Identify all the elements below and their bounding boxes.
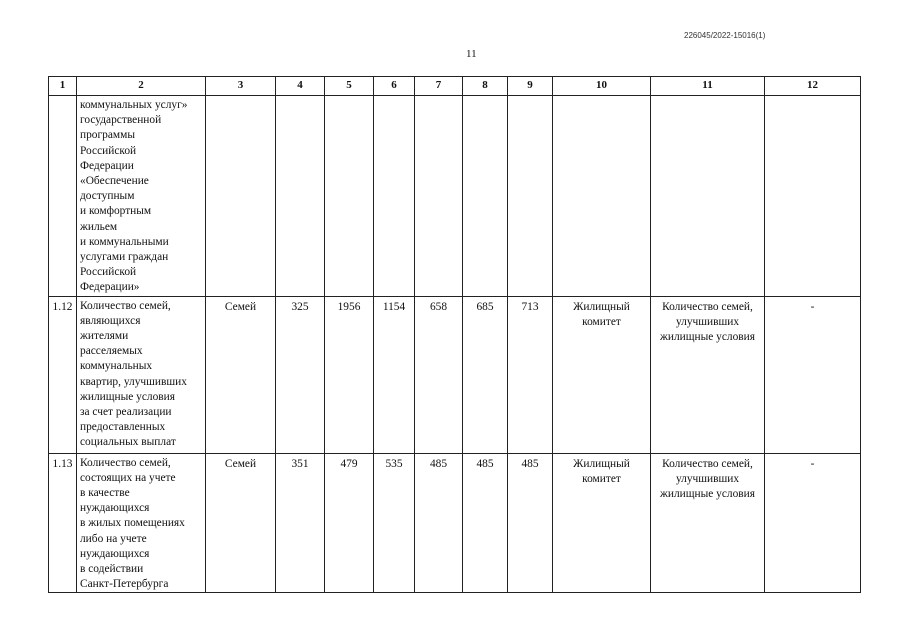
text-line: в жилых помещениях bbox=[80, 517, 185, 530]
column-header: 10 bbox=[553, 77, 651, 96]
table-header-row bbox=[49, 77, 861, 96]
text-line: коммунальных bbox=[80, 360, 153, 373]
text-line: в качестве bbox=[80, 487, 130, 500]
value-cell: 1956 bbox=[325, 296, 374, 453]
cell bbox=[415, 96, 463, 297]
text-line: либо на учете bbox=[80, 532, 147, 545]
value-cell: 535 bbox=[374, 453, 415, 593]
value-cell: 485 bbox=[415, 453, 463, 593]
text-line: предоставленных bbox=[80, 421, 166, 434]
text-line: квартир, улучшивших bbox=[80, 375, 187, 388]
value-cell: 485 bbox=[508, 453, 553, 593]
column-header: 6 bbox=[374, 77, 415, 96]
executor-cell bbox=[553, 296, 651, 453]
page-number: 11 bbox=[466, 48, 477, 60]
cell bbox=[276, 96, 325, 297]
value-cell: 685 bbox=[463, 296, 508, 453]
note-cell: - bbox=[765, 453, 861, 593]
text-line: Жилищный bbox=[573, 300, 630, 313]
text-line: Количество семей, bbox=[80, 299, 171, 312]
value-cell: 713 bbox=[508, 296, 553, 453]
text-line: и коммунальными bbox=[80, 235, 169, 248]
text-line: за счет реализации bbox=[80, 406, 172, 419]
cell bbox=[374, 96, 415, 297]
text-line: Количество семей, bbox=[662, 300, 753, 313]
value-cell: 485 bbox=[463, 453, 508, 593]
cell bbox=[325, 96, 374, 297]
column-header: 4 bbox=[276, 77, 325, 96]
indicator-name-cell bbox=[77, 453, 206, 593]
text-line: коммунальных услуг» bbox=[80, 99, 188, 111]
row-code: 1.13 bbox=[49, 453, 77, 593]
text-line: доступным bbox=[80, 190, 135, 203]
text-line: Российской bbox=[80, 266, 137, 279]
text-line: комитет bbox=[582, 315, 621, 328]
executor-cell bbox=[553, 453, 651, 593]
cell bbox=[651, 96, 765, 297]
cell bbox=[49, 96, 77, 297]
column-header: 8 bbox=[463, 77, 508, 96]
cell bbox=[463, 96, 508, 297]
document-number: 226045/2022-15016(1) bbox=[684, 31, 766, 40]
value-cell: 658 bbox=[415, 296, 463, 453]
value-cell: 325 bbox=[276, 296, 325, 453]
unit-cell: Семей bbox=[206, 296, 276, 453]
column-header: 12 bbox=[765, 77, 861, 96]
column-header: 1 bbox=[49, 77, 77, 96]
text-line: улучшивших bbox=[675, 315, 740, 328]
text-line: программы bbox=[80, 129, 135, 142]
text-line: социальных выплат bbox=[80, 436, 176, 449]
indicator-cell bbox=[651, 296, 765, 453]
column-header: 9 bbox=[508, 77, 553, 96]
text-line: жилищные условия bbox=[659, 331, 755, 344]
text-line: улучшивших bbox=[675, 472, 740, 485]
column-header: 3 bbox=[206, 77, 276, 96]
text-line: расселяемых bbox=[80, 345, 143, 358]
value-cell: 479 bbox=[325, 453, 374, 593]
cell bbox=[206, 96, 276, 297]
text-line: Федерации» bbox=[80, 281, 140, 294]
text-line: комитет bbox=[582, 472, 621, 485]
text-line: Количество семей, bbox=[80, 456, 171, 469]
text-line: государственной bbox=[80, 114, 162, 127]
cell bbox=[765, 96, 861, 297]
text-line: Количество семей, bbox=[662, 457, 753, 470]
text-line: являющихся bbox=[80, 314, 141, 327]
text-line: жителями bbox=[80, 330, 129, 343]
text-line: нуждающихся bbox=[80, 502, 150, 515]
indicator-cell bbox=[651, 453, 765, 593]
text-line: Санкт-Петербурга bbox=[80, 578, 169, 591]
cell bbox=[508, 96, 553, 297]
data-table bbox=[48, 76, 861, 593]
row-code: 1.12 bbox=[49, 296, 77, 453]
continuation-text-cell bbox=[77, 96, 206, 297]
value-cell: 351 bbox=[276, 453, 325, 593]
text-line: состоящих на учете bbox=[80, 471, 176, 484]
text-line: нуждающихся bbox=[80, 547, 150, 560]
column-header: 5 bbox=[325, 77, 374, 96]
indicator-name-cell bbox=[77, 296, 206, 453]
text-line: Жилищный bbox=[573, 457, 630, 470]
text-line: в содействии bbox=[80, 563, 144, 576]
text-line: Российской bbox=[80, 144, 137, 157]
text-line: Федерации bbox=[80, 159, 134, 172]
unit-cell: Семей bbox=[206, 453, 276, 593]
text-line: «Обеспечение bbox=[80, 175, 149, 188]
text-line: жилищные условия bbox=[659, 488, 755, 501]
column-header: 2 bbox=[77, 77, 206, 96]
text-line: жилищные условия bbox=[80, 390, 176, 403]
text-line: услугами граждан bbox=[80, 251, 169, 264]
text-line: жильем bbox=[80, 220, 118, 233]
table-row bbox=[49, 296, 861, 453]
table-row bbox=[49, 453, 861, 593]
column-header: 7 bbox=[415, 77, 463, 96]
text-line: и комфортным bbox=[80, 205, 152, 218]
column-header: 11 bbox=[651, 77, 765, 96]
table-row-continuation bbox=[49, 96, 861, 297]
note-cell: - bbox=[765, 296, 861, 453]
value-cell: 1154 bbox=[374, 296, 415, 453]
cell bbox=[553, 96, 651, 297]
